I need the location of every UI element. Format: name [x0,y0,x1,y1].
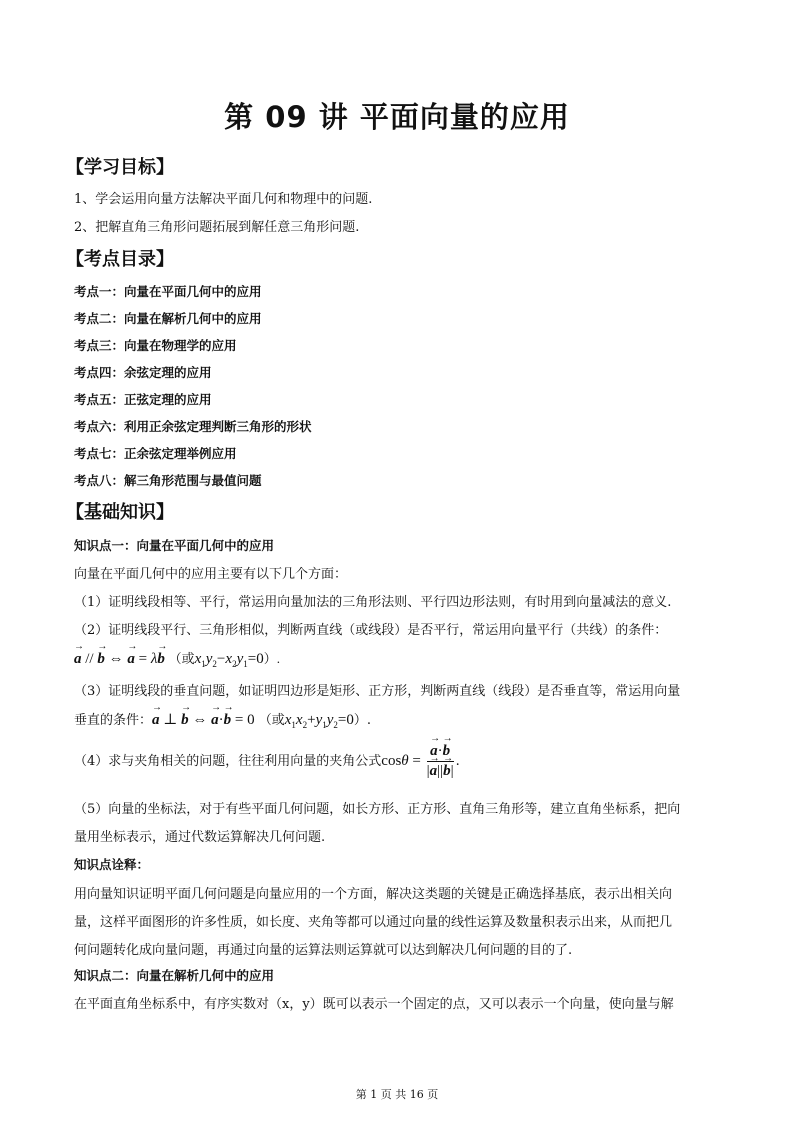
goal-item: 2、把解直角三角形问题拓展到解任意三角形问题. [74,220,360,235]
angle-formula-line: （4）求与夹角相关的问题，往往利用向量的夹角公式cosθ = → $\frac{a\cdot\to b}{|\to a||\to b|}$ . [74,743,460,780]
section-heading-goals: 【学习目标】 [66,157,174,178]
catalog-item: 考点一：向量在平面几何中的应用 [74,284,262,299]
catalog-item: 考点八：解三角形范围与最值问题 [74,473,262,488]
commentary-heading: 知识点诠释： [74,857,150,872]
paragraph: （3）证明线段的垂直问题，如证明四边形是矩形、正方形，判断两直线（线段）是否垂直等，常运用向量 [74,684,681,699]
paragraph: 量，这样平面图形的许多性质，如长度、夹角等都可以通过向量的线性运算及数量积表示出来，从而把几 [74,915,673,930]
perpendicular-condition: 垂直的条件：→ a ⊥ → b ⇔ → a·→ b = 0 （或$x_1x_2+y_1y_2=0$）. [74,709,371,730]
paragraph: 向量在平面几何中的应用主要有以下几个方面： [74,567,348,582]
catalog-item: 考点六：利用正余弦定理判断三角形的形状 [74,419,312,434]
knowledge-heading: 知识点一：向量在平面几何中的应用 [74,538,275,553]
paragraph: 何问题转化成向量问题，再通过向量的运算法则运算就可以达到解决几何问题的目的了. [74,943,573,958]
catalog-item: 考点四：余弦定理的应用 [74,365,212,380]
section-heading-basics: 【基础知识】 [66,502,174,523]
section-heading-catalog: 【考点目录】 [66,249,174,270]
parallel-condition-formula: → a // → b ⇔ → a = λ→ b （或$x_1y_2-x_2y_1=0$）. [74,648,280,669]
paragraph: 在平面直角坐标系中，有序实数对（x，y）既可以表示一个固定的点，又可以表示一个向量，使向量与解 [74,997,674,1012]
catalog-item: 考点二：向量在解析几何中的应用 [74,311,262,326]
goal-item: 1、学会运用向量方法解决平面几何和物理中的问题. [74,192,373,207]
page-title: 第 09 讲 平面向量的应用 [224,100,570,134]
paragraph: （2）证明线段平行、三角形相似，判断两直线（或线段）是否平行，常运用向量平行（共线）的条件： [74,623,668,638]
paragraph: 用向量知识证明平面几何问题是向量应用的一个方面，解决这类题的关键是正确选择基底，表示出相关向 [74,887,673,902]
paragraph: （5）向量的坐标法，对于有些平面几何问题，如长方形、正方形、直角三角形等，建立直角坐标系，把向 [74,802,681,817]
catalog-item: 考点三：向量在物理学的应用 [74,338,237,353]
catalog-item: 考点五：正弦定理的应用 [74,392,212,407]
paragraph: （1）证明线段相等、平行，常运用向量加法的三角形法则、平行四边形法则，有时用到向量减法的意义. [74,595,672,610]
paragraph: 量用坐标表示，通过代数运算解决几何问题. [74,830,326,845]
page-footer: 第 1 页 共 16 页 [355,1088,439,1101]
catalog-item: 考点七：正余弦定理举例应用 [74,446,237,461]
knowledge-heading: 知识点二：向量在解析几何中的应用 [74,968,275,983]
